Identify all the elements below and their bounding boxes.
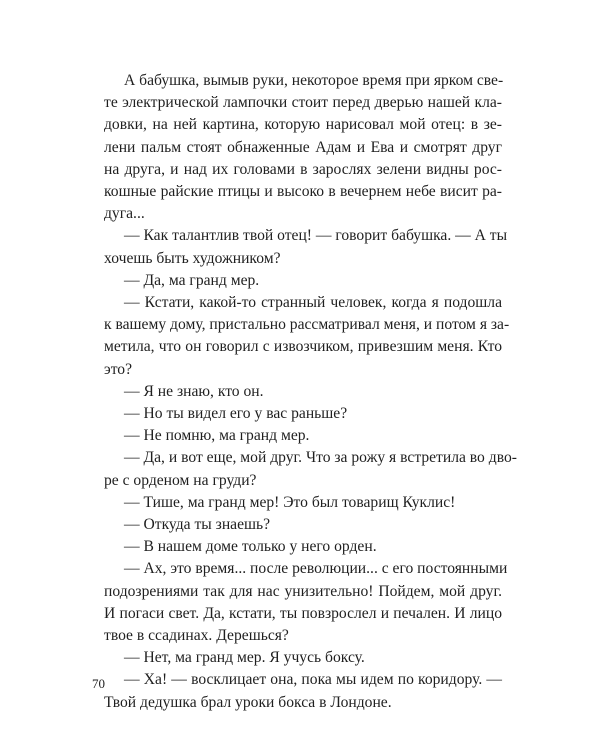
text-line: — Да, ма гранд мер. [124,271,260,289]
text-line: подозрениями так для нас унизительно! Пойдем, мой друг. [104,582,502,600]
text-line: Твой дедушка брал уроки бокса в Лондоне. [104,693,392,711]
text-line: — Откуда ты знаешь? [124,516,271,534]
text-line: — Но ты видел его у вас раньше? [124,405,348,423]
text-line: метила, что он говорил с извозчиком, привезшим меня. Кто [104,338,502,356]
text-line: — Ах, это время... после революции... с его постоянными [124,560,508,578]
page-text [104,70,517,714]
text-line: это? [104,360,133,378]
text-line: — Да, и вот еще, мой друг. Что за рожу я встретила во дво- [124,449,517,467]
text-line: хочешь быть художником? [104,249,281,267]
text-line: лени пальм стоят обнаженные Адам и Ева и смотрят друг [104,138,502,156]
page-number: 70 [92,676,105,691]
text-line: А бабушка, вымыв руки, некоторое время при ярком све- [124,72,504,89]
text-line: довки, на ней картина, которую нарисовал мой отец: в зе- [104,116,502,134]
text-line: — Не помню, ма гранд мер. [124,427,310,445]
text-line: дуга... [104,205,145,223]
text-line: — Нет, ма гранд мер. Я учусь боксу. [124,649,365,667]
text-line: И погаси свет. Да, кстати, ты повзрослел и печален. И лицо [104,604,502,622]
text-line: на друга, и над их головами в зарослях зелени видны рос- [104,160,502,178]
text-line: ре с орденом на груди? [104,471,257,489]
text-line: твое в ссадинах. Дерешься? [104,627,289,645]
text-line: — В нашем доме только у него орден. [124,538,377,556]
text-line: — Ха! — восклицает она, пока мы идем по коридору. — [124,671,502,689]
text-line: те электрической лампочки стоит перед дверью нашей кла- [104,94,502,112]
text-line: к вашему дому, пристально рассматривал меня, и потом я за- [104,316,510,334]
text-line: — Тише, ма гранд мер! Это был товарищ Куклис! [124,493,456,511]
text-line: — Я не знаю, кто он. [124,382,264,400]
text-line: — Как талантлив твой отец! — говорит бабушка. — А ты [124,227,508,245]
text-line: — Кстати, какой-то странный человек, когда я подошла [124,294,502,312]
text-line: кошные райские птицы и высоко в вечернем небе висит ра- [104,183,502,201]
